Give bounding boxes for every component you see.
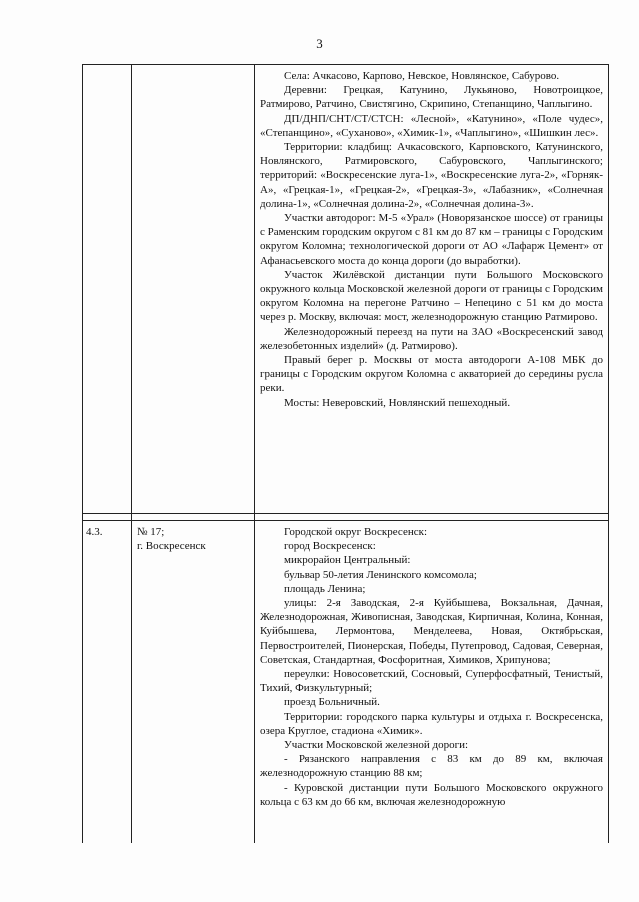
boulevard-paragraph: бульвар 50-летия Ленинского комсомола; [284,568,477,581]
square-paragraph: площадь Ленина; [284,582,366,595]
crossing-paragraph: Железнодорожный переезд на пути на ЗАО «Воскресенский завод железобетонных изделий» (д. Ратмирово). [260,325,603,352]
page-number: 3 [316,36,323,51]
table-row [83,65,609,514]
description-cell [255,65,609,514]
description-cell [255,521,609,844]
railway-sections-heading: Участки Московской железной дороги: [284,739,469,752]
city-district-heading: Городской округ Воскресенск: [284,526,427,538]
row-number-cell: 4.3. [83,521,132,844]
lanes-paragraph: переулки: Новосоветский, Сосновый, Суперфосфатный, Тенистый, Тихий, Физкультурный; [260,668,603,695]
table-row [83,521,609,844]
table-spacer-row [83,514,609,521]
district-cell: № 17; г. Воскресенск [132,521,255,844]
bridges-paragraph: Мосты: Неверовский, Новлянский пешеходный. [284,396,511,409]
district-cell [132,65,255,514]
railway-section-item: - Рязанского направления с 83 км до 89 км, включая железнодорожную станцию 88 км; [260,753,603,780]
passage-paragraph: проезд Больничный. [284,696,380,709]
riverbank-paragraph: Правый берег р. Москвы от моста автодороги А-108 МБК до границы с Городским округом Коломна с акваторией до середины русла реки. [260,354,603,395]
city-heading: город Воскресенск: [284,540,376,553]
garden-associations-paragraph: ДП/ДНП/СНТ/СТ/СТСН: «Лесной», «Катунино», «Поле чудес», «Степанщино», «Суханово», «Химик-1», «Чаплыгино», «Шишкин лес». [260,112,603,139]
row-number-cell [83,65,132,514]
districts-table [82,64,609,843]
railway-paragraph: Участок Жилёвской дистанции пути Большого Московского окружного кольца Московской железной дороги от границы с Городским округом Коломна на перегоне Ратчино – Непецино с 51 км до моста через р. Москву, включая: мост, железнодорожную станцию Ратмирово. [260,268,603,324]
territories-paragraph: Территории: кладбищ: Ачкасовского, Карповского, Катунинского, Новлянского, Ратмировского, Сабуровского, Чаплыгинского; территорий: «Воскресенские луга-1», «Воскресенские луга-2», «Горняк-А», «Грецкая-1», «Грецкая-2», «Грецкая-3», «Лабазник», «Солнечная долина-1», «Солнечная долина-2», «Солнечная долина-3». [260,141,603,210]
roads-paragraph: Участки автодорог: М-5 «Урал» (Новорязанское шоссе) от границы с Раменским городским округом с 81 км до 87 км – границы с Городским округом Коломна; технологической дороги от АО «Лафарж Цемент» от Афанасьевского моста до конца дороги (до выработки). [260,212,603,267]
microdistrict-heading: микрорайон Центральный: [284,554,411,567]
railway-section-item: - Куровской дистанции пути Большого Московского окружного кольца с 63 км до 66 км, включая железнодорожную [260,781,603,808]
streets-paragraph: улицы: 2-я Заводская, 2-я Куйбышева, Вокзальная, Дачная, Железнодорожная, Живописная, Заводская, Кирпичная, Колина, Конная, Куйбышева, Лермонтова, Менделеева, Новая, Октябрьская, Первостроителей, Пионерская, Победы, Путепровод, Садовая, Северная, Советская, Стандартная, Фосфоритная, Химиков, Хрипунова; [260,597,603,666]
villages-paragraph: Села: Ачкасово, Карпово, Невское, Новлянское, Сабурово. [284,70,560,82]
territories-paragraph: Территории: городского парка культуры и отдыха г. Воскресенска, озера Круглое, стадиона «Химик». [260,710,603,737]
hamlets-paragraph: Деревни: Грецкая, Катунино, Лукьяново, Новотроицкое, Ратмирово, Ратчино, Свистягино, Скрипино, Степанщино, Чаплыгино. [260,84,603,111]
